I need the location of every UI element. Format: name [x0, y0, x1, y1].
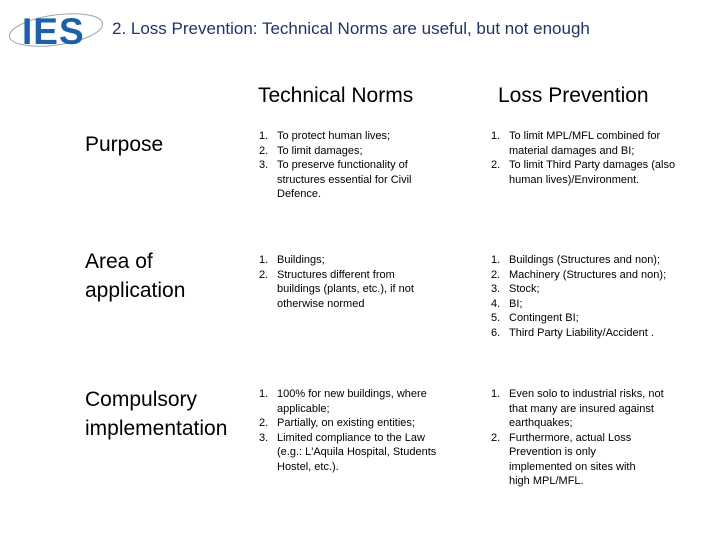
list-item: 2. Structures different from buildings (plants, etc.), if not otherwise normed [259, 268, 414, 310]
ies-logo [6, 4, 106, 54]
list-item: 1. To protect human lives; [259, 130, 391, 142]
list-item: 2. Furthermore, actual Loss Prevention is only implemented on sites with high MPL/MFL. [491, 431, 636, 487]
row-label-compulsory-implementation: Compulsory implementation [85, 388, 228, 440]
row-label-purpose: Purpose [85, 133, 164, 156]
list-item: 2. Partially, on existing entities; [259, 417, 415, 429]
list-item: 4. BI; [491, 297, 523, 310]
list-item: 2. To limit Third Party damages (also human lives)/Environment. [491, 159, 676, 186]
list-item: 1. 100% for new buildings, where applicable; [259, 388, 427, 415]
list-item: 1. Buildings (Structures and non); [491, 254, 661, 266]
list-item: 3. Limited compliance to the Law (e.g.: L'Aquila Hospital, Students Hostel, etc.). [259, 431, 437, 473]
slide-title: 2. Loss Prevention: Technical Norms are useful, but not enough [112, 19, 590, 38]
area-loss-prevention-list [491, 253, 689, 340]
compulsory-loss-prevention-list [491, 387, 689, 489]
logo-text: IES [22, 11, 85, 52]
column-header-technical-norms: Technical Norms [258, 84, 414, 107]
list-item: 3. To preserve functionality of structures essential for Civil Defence. [259, 159, 412, 200]
list-item: 1. Buildings; [259, 254, 325, 266]
list-item: 5. Contingent BI; [491, 312, 579, 324]
compulsory-technical-norms-list [259, 387, 449, 474]
list-item: 6. Third Party Liability/Accident . [491, 326, 654, 339]
area-technical-norms-list [259, 253, 449, 311]
purpose-technical-norms-list [259, 129, 449, 202]
purpose-loss-prevention-list [491, 129, 689, 187]
list-item: 3. Stock; [491, 283, 540, 295]
column-header-loss-prevention: Loss Prevention [498, 84, 649, 107]
list-item: 2. To limit damages; [259, 144, 363, 157]
row-label-area-of-application: Area of application [85, 250, 186, 302]
list-item: 1. Even solo to industrial risks, not that many are insured against earthquakes; [491, 388, 664, 429]
list-item: 1. To limit MPL/MFL combined for material damages and BI; [491, 130, 661, 157]
list-item: 2. Machinery (Structures and non); [491, 268, 667, 281]
